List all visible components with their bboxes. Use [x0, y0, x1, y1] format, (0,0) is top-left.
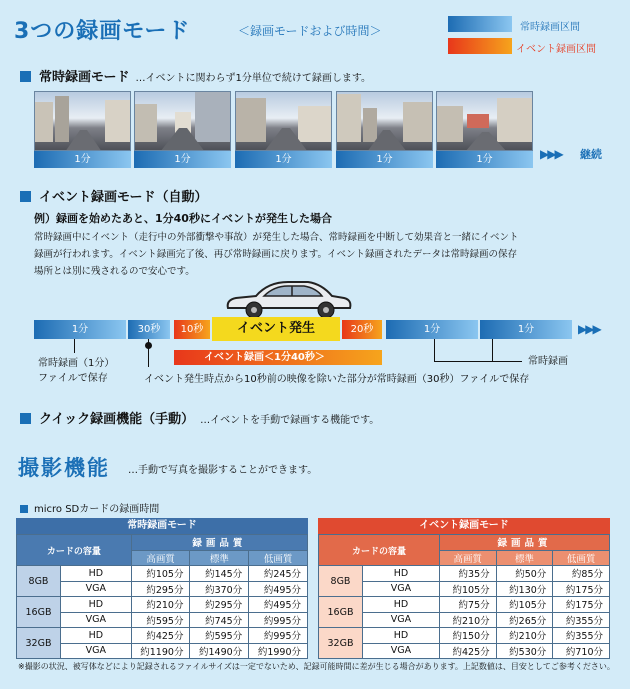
file-label-line2: ファイルで保存	[38, 373, 108, 384]
value-cell: 約995分	[249, 628, 308, 644]
thumb-5	[436, 91, 533, 168]
thumb-3	[235, 91, 332, 168]
quality-header: 録画品質	[131, 535, 307, 551]
continuous-desc: …イベントに関わらず1分単位で続けて録画します。	[135, 73, 372, 84]
street-image	[436, 91, 533, 151]
timeline-segment-event: 20秒	[342, 320, 382, 339]
cap-header: カードの容量	[319, 535, 440, 566]
value-cell: 約105分	[496, 597, 553, 613]
format-cell: HD	[363, 628, 440, 644]
footnote: ※撮影の状況、被写体などにより記録されるファイルサイズは一定でないため、記録可能時間に差が生じる場合があります。上記数値は、目安としてご参考ください。	[18, 662, 615, 671]
format-cell: HD	[61, 566, 132, 582]
table-row	[319, 597, 610, 613]
value-cell: 約295分	[190, 597, 249, 613]
format-cell: HD	[363, 597, 440, 613]
legend-continuous-label: 常時録画区間	[520, 22, 580, 33]
format-cell: VGA	[61, 643, 132, 659]
value-cell: 約295分	[131, 581, 190, 597]
thumb-4	[336, 91, 433, 168]
table-row	[319, 628, 610, 644]
value-cell: 約175分	[553, 581, 610, 597]
sub-header: 高画質	[439, 550, 496, 566]
table-row	[17, 643, 308, 659]
event-table-wrap	[318, 518, 610, 659]
quick-heading	[20, 408, 379, 427]
value-cell: 約710分	[553, 643, 610, 659]
event-heading	[20, 186, 207, 205]
thumb-label-3: 1分	[235, 151, 332, 168]
table-row	[319, 581, 610, 597]
continuous-label: 常時録画	[528, 356, 568, 367]
capacity-cell: 8GB	[17, 566, 61, 597]
value-cell: 約105分	[439, 581, 496, 597]
value-cell: 約130分	[496, 581, 553, 597]
thumb-2	[134, 91, 231, 168]
value-cell: 約530分	[496, 643, 553, 659]
event-note: イベント発生時点から10秒前の映像を除いた部分が常時録画（30秒）ファイルで保存	[144, 374, 530, 385]
event-body	[34, 229, 619, 280]
continuous-heading-text: 常時録画モード	[39, 70, 130, 85]
value-cell: 約50分	[496, 566, 553, 582]
value-cell: 約210分	[131, 597, 190, 613]
format-cell: VGA	[363, 643, 440, 659]
format-cell: HD	[363, 566, 440, 582]
timeline-segment: 1分	[480, 320, 572, 339]
value-cell: 約175分	[553, 597, 610, 613]
event-body-line: 録画が行われます。イベント録画完了後、再び常時録画に戻ります。イベント録画されたデータは常時録画の保存	[34, 249, 517, 260]
format-cell: VGA	[363, 612, 440, 628]
value-cell: 約495分	[249, 581, 308, 597]
continuous-table-title: 常時録画モード	[16, 518, 308, 534]
format-cell: VGA	[61, 612, 132, 628]
event-recording-bar: イベント録画＜1分40秒＞	[174, 350, 382, 365]
value-cell: 約425分	[439, 643, 496, 659]
value-cell: 約1990分	[249, 643, 308, 659]
value-cell: 約495分	[249, 597, 308, 613]
timeline-arrows-icon: ▶▶▶	[578, 322, 600, 336]
value-cell: 約145分	[190, 566, 249, 582]
capacity-cell: 8GB	[319, 566, 363, 597]
section-bullet	[20, 191, 31, 202]
quality-header: 録画品質	[439, 535, 609, 551]
connector-line	[74, 339, 75, 353]
capacity-cell: 16GB	[17, 597, 61, 628]
legend-event-swatch	[448, 38, 512, 54]
legend-continuous-swatch	[448, 16, 512, 32]
table-row	[17, 566, 308, 582]
connector-line	[492, 339, 493, 361]
thumb-label-5: 1分	[436, 151, 533, 168]
table-row	[17, 612, 308, 628]
sub-header: 高画質	[131, 550, 190, 566]
value-cell: 約1490分	[190, 643, 249, 659]
continuous-table	[16, 534, 308, 659]
value-cell: 約245分	[249, 566, 308, 582]
photo-desc: …手動で写真を撮影することができます。	[128, 465, 318, 476]
value-cell: 約370分	[190, 581, 249, 597]
value-cell: 約75分	[439, 597, 496, 613]
sub-header: 低画質	[553, 550, 610, 566]
event-heading-text: イベント録画モード（自動）	[39, 190, 208, 205]
event-body-line: 常時録画中にイベント（走行中の外部衝撃や事故）が発生した場合、常時録画を中断して効果音と一緒にイベント	[34, 232, 519, 243]
sub-header: 標準	[190, 550, 249, 566]
value-cell: 約995分	[249, 612, 308, 628]
value-cell: 約1190分	[131, 643, 190, 659]
value-cell: 約210分	[496, 628, 553, 644]
continue-arrows-icon: ▶▶▶	[540, 147, 562, 161]
section-bullet	[20, 71, 31, 82]
thumb-1	[34, 91, 131, 168]
event-example: 例）録画を始めたあと、1分40秒にイベントが発生した場合	[34, 212, 332, 225]
section-bullet	[20, 505, 28, 513]
thumb-label-2: 1分	[134, 151, 231, 168]
table-row	[17, 597, 308, 613]
event-table-title: イベント録画モード	[318, 518, 610, 534]
format-cell: HD	[61, 628, 132, 644]
event-occurred-label: イベント発生	[212, 317, 340, 341]
photo-title: 撮影機能	[18, 456, 110, 480]
connector-line	[434, 361, 522, 362]
value-cell: 約150分	[439, 628, 496, 644]
event-body-line: 場所とは別に残されるので安心です。	[34, 266, 195, 277]
thumb-label-4: 1分	[336, 151, 433, 168]
value-cell: 約595分	[131, 612, 190, 628]
sub-header: 低画質	[249, 550, 308, 566]
value-cell: 約35分	[439, 566, 496, 582]
continue-label: 継続	[580, 148, 602, 161]
page-subtitle: ＜録画モードおよび時間＞	[238, 24, 382, 38]
capacity-cell: 32GB	[17, 628, 61, 659]
value-cell: 約745分	[190, 612, 249, 628]
quick-desc: …イベントを手動で録画する機能です。	[200, 415, 380, 426]
value-cell: 約105分	[131, 566, 190, 582]
timeline-segment: 30秒	[128, 320, 170, 339]
continuous-heading	[20, 66, 371, 85]
sdcard-heading-text: micro SDカードの録画時間	[34, 504, 160, 515]
connector-dot	[145, 342, 152, 349]
value-cell: 約425分	[131, 628, 190, 644]
connector-line	[434, 339, 435, 361]
street-image	[235, 91, 332, 151]
value-cell: 約355分	[553, 612, 610, 628]
street-image	[336, 91, 433, 151]
value-cell: 約210分	[439, 612, 496, 628]
thumb-label-1: 1分	[34, 151, 131, 168]
sub-header: 標準	[496, 550, 553, 566]
format-cell: HD	[61, 597, 132, 613]
cap-header: カードの容量	[17, 535, 132, 566]
table-row	[319, 566, 610, 582]
file-label-line1: 常時録画（1分）	[38, 358, 115, 369]
timeline-segment: 1分	[386, 320, 478, 339]
timeline-segment-event: 10秒	[174, 320, 210, 339]
continuous-table-wrap	[16, 518, 308, 659]
section-bullet	[20, 413, 31, 424]
format-cell: VGA	[363, 581, 440, 597]
table-row	[17, 581, 308, 597]
street-image	[134, 91, 231, 151]
table-row	[319, 643, 610, 659]
street-image	[34, 91, 131, 151]
sdcard-heading	[20, 500, 159, 515]
format-cell: VGA	[61, 581, 132, 597]
page-title: 3つの録画モード	[14, 19, 191, 44]
table-row	[319, 612, 610, 628]
value-cell: 約595分	[190, 628, 249, 644]
value-cell: 約355分	[553, 628, 610, 644]
value-cell: 約85分	[553, 566, 610, 582]
capacity-cell: 32GB	[319, 628, 363, 659]
legend-event-label: イベント録画区間	[516, 44, 596, 55]
quick-heading-text: クイック録画機能（手動）	[39, 412, 195, 427]
table-row	[17, 628, 308, 644]
timeline-segment: 1分	[34, 320, 126, 339]
event-table	[318, 534, 610, 659]
value-cell: 約265分	[496, 612, 553, 628]
capacity-cell: 16GB	[319, 597, 363, 628]
